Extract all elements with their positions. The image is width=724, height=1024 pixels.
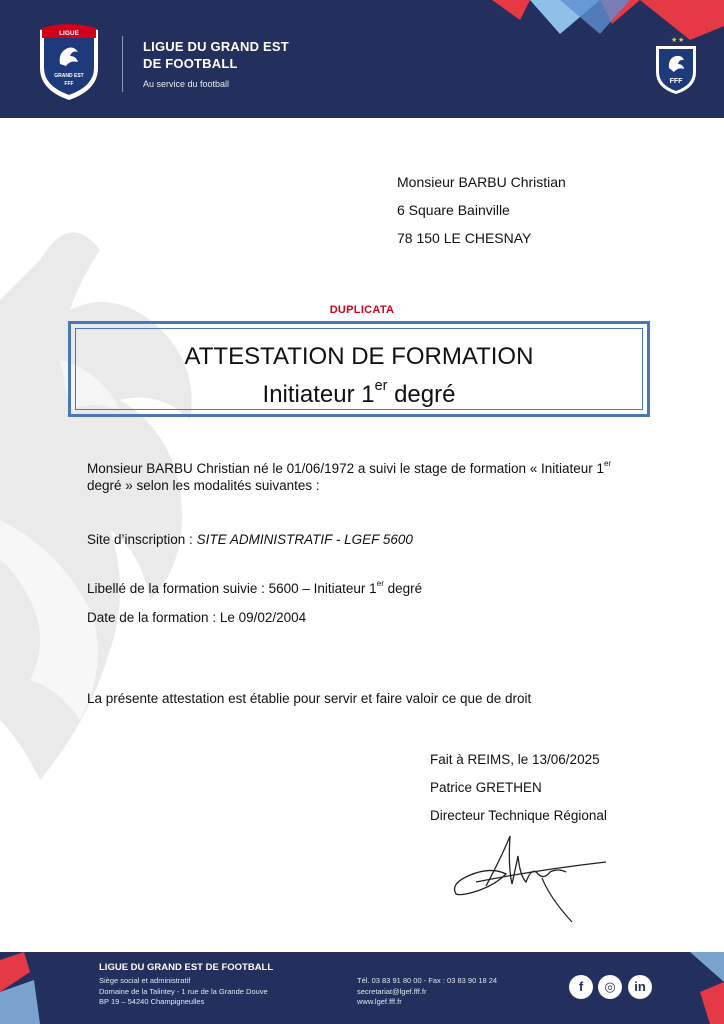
instagram-icon[interactable]: ◎	[598, 975, 622, 999]
facebook-icon[interactable]: f	[569, 975, 593, 999]
document-title: ATTESTATION DE FORMATION	[184, 343, 534, 370]
subtitle-text-end: degré	[387, 381, 456, 408]
libelle-superscript: er	[376, 578, 384, 588]
libelle-line	[87, 580, 422, 597]
site-line	[87, 531, 413, 548]
site-value: SITE ADMINISTRATIF - LGEF 5600	[196, 532, 413, 547]
svg-text:★: ★	[671, 36, 678, 44]
intro-text-end: degré » selon les modalités suivantes :	[87, 478, 320, 493]
intro-text: Monsieur BARBU Christian né le 01/06/1972 a suivi le stage de formation « Initiateur 1	[87, 461, 605, 476]
footer-address-line3: BP 19 – 54240 Champigneulles	[99, 997, 205, 1006]
title-frame-inner	[75, 328, 643, 410]
header-divider	[122, 36, 123, 92]
footer-org-name: LIGUE DU GRAND EST DE FOOTBALL	[99, 962, 274, 973]
handwritten-signature	[446, 826, 616, 926]
footer-address-line1: Siège social et administratif	[99, 976, 191, 985]
organization-name: LIGUE DU GRAND EST DE FOOTBALL	[143, 39, 289, 71]
footer-address-line2: Domaine de la Talintey - 1 rue de la Grande Douve	[99, 986, 268, 996]
date-line: Date de la formation : Le 09/02/2004	[87, 610, 307, 625]
fff-logo-text: FFF	[669, 78, 683, 85]
libelle-text-end: degré	[383, 581, 423, 596]
svg-text:★: ★	[678, 36, 685, 44]
fff-logo	[652, 34, 700, 96]
ligue-logo-top-text: LIGUE	[59, 30, 79, 37]
ligue-logo-bottom-text: FFF	[64, 81, 74, 87]
footer-phone: Tél. 03 83 91 80 00 - Fax : 03 83 90 18 24	[357, 976, 498, 985]
place-date: Fait à REIMS, le 13/06/2025	[430, 752, 600, 767]
footer-address	[99, 976, 268, 1008]
intro-superscript: er	[604, 458, 612, 468]
page-header	[0, 0, 724, 118]
subtitle-text: Initiateur 1	[262, 381, 375, 408]
recipient-city: 78 150 LE CHESNAY	[397, 230, 532, 246]
document-subtitle	[76, 378, 642, 409]
recipient-address	[397, 168, 566, 252]
site-label: Site d’inscription :	[87, 532, 197, 547]
ligue-logo-mid-text: GRAND EST	[54, 73, 84, 79]
closing-line: La présente attestation est établie pour servir et faire valoir ce que de droit	[87, 691, 532, 706]
footer-email[interactable]: secretariat@lgef.fff.fr	[357, 986, 427, 996]
libelle-text: Libellé de la formation suivie : 5600 – Initiateur 1	[87, 581, 377, 596]
organization-tagline: Au service du football	[143, 79, 230, 89]
intro-paragraph	[87, 460, 647, 494]
page-footer	[0, 952, 724, 1024]
ligue-logo	[36, 22, 102, 102]
signatory-name: Patrice GRETHEN	[430, 780, 542, 795]
footer-contact	[357, 976, 497, 1008]
signature-block	[430, 746, 607, 830]
footer-website[interactable]: www.lgef.fff.fr	[357, 997, 402, 1006]
subtitle-superscript: er	[374, 378, 388, 395]
recipient-name: Monsieur BARBU Christian	[397, 174, 566, 190]
duplicata-label: DUPLICATA	[329, 304, 395, 316]
linkedin-icon[interactable]: in	[628, 975, 652, 999]
recipient-street: 6 Square Bainville	[397, 202, 510, 218]
signatory-role: Directeur Technique Régional	[430, 808, 607, 823]
title-frame	[68, 321, 650, 417]
